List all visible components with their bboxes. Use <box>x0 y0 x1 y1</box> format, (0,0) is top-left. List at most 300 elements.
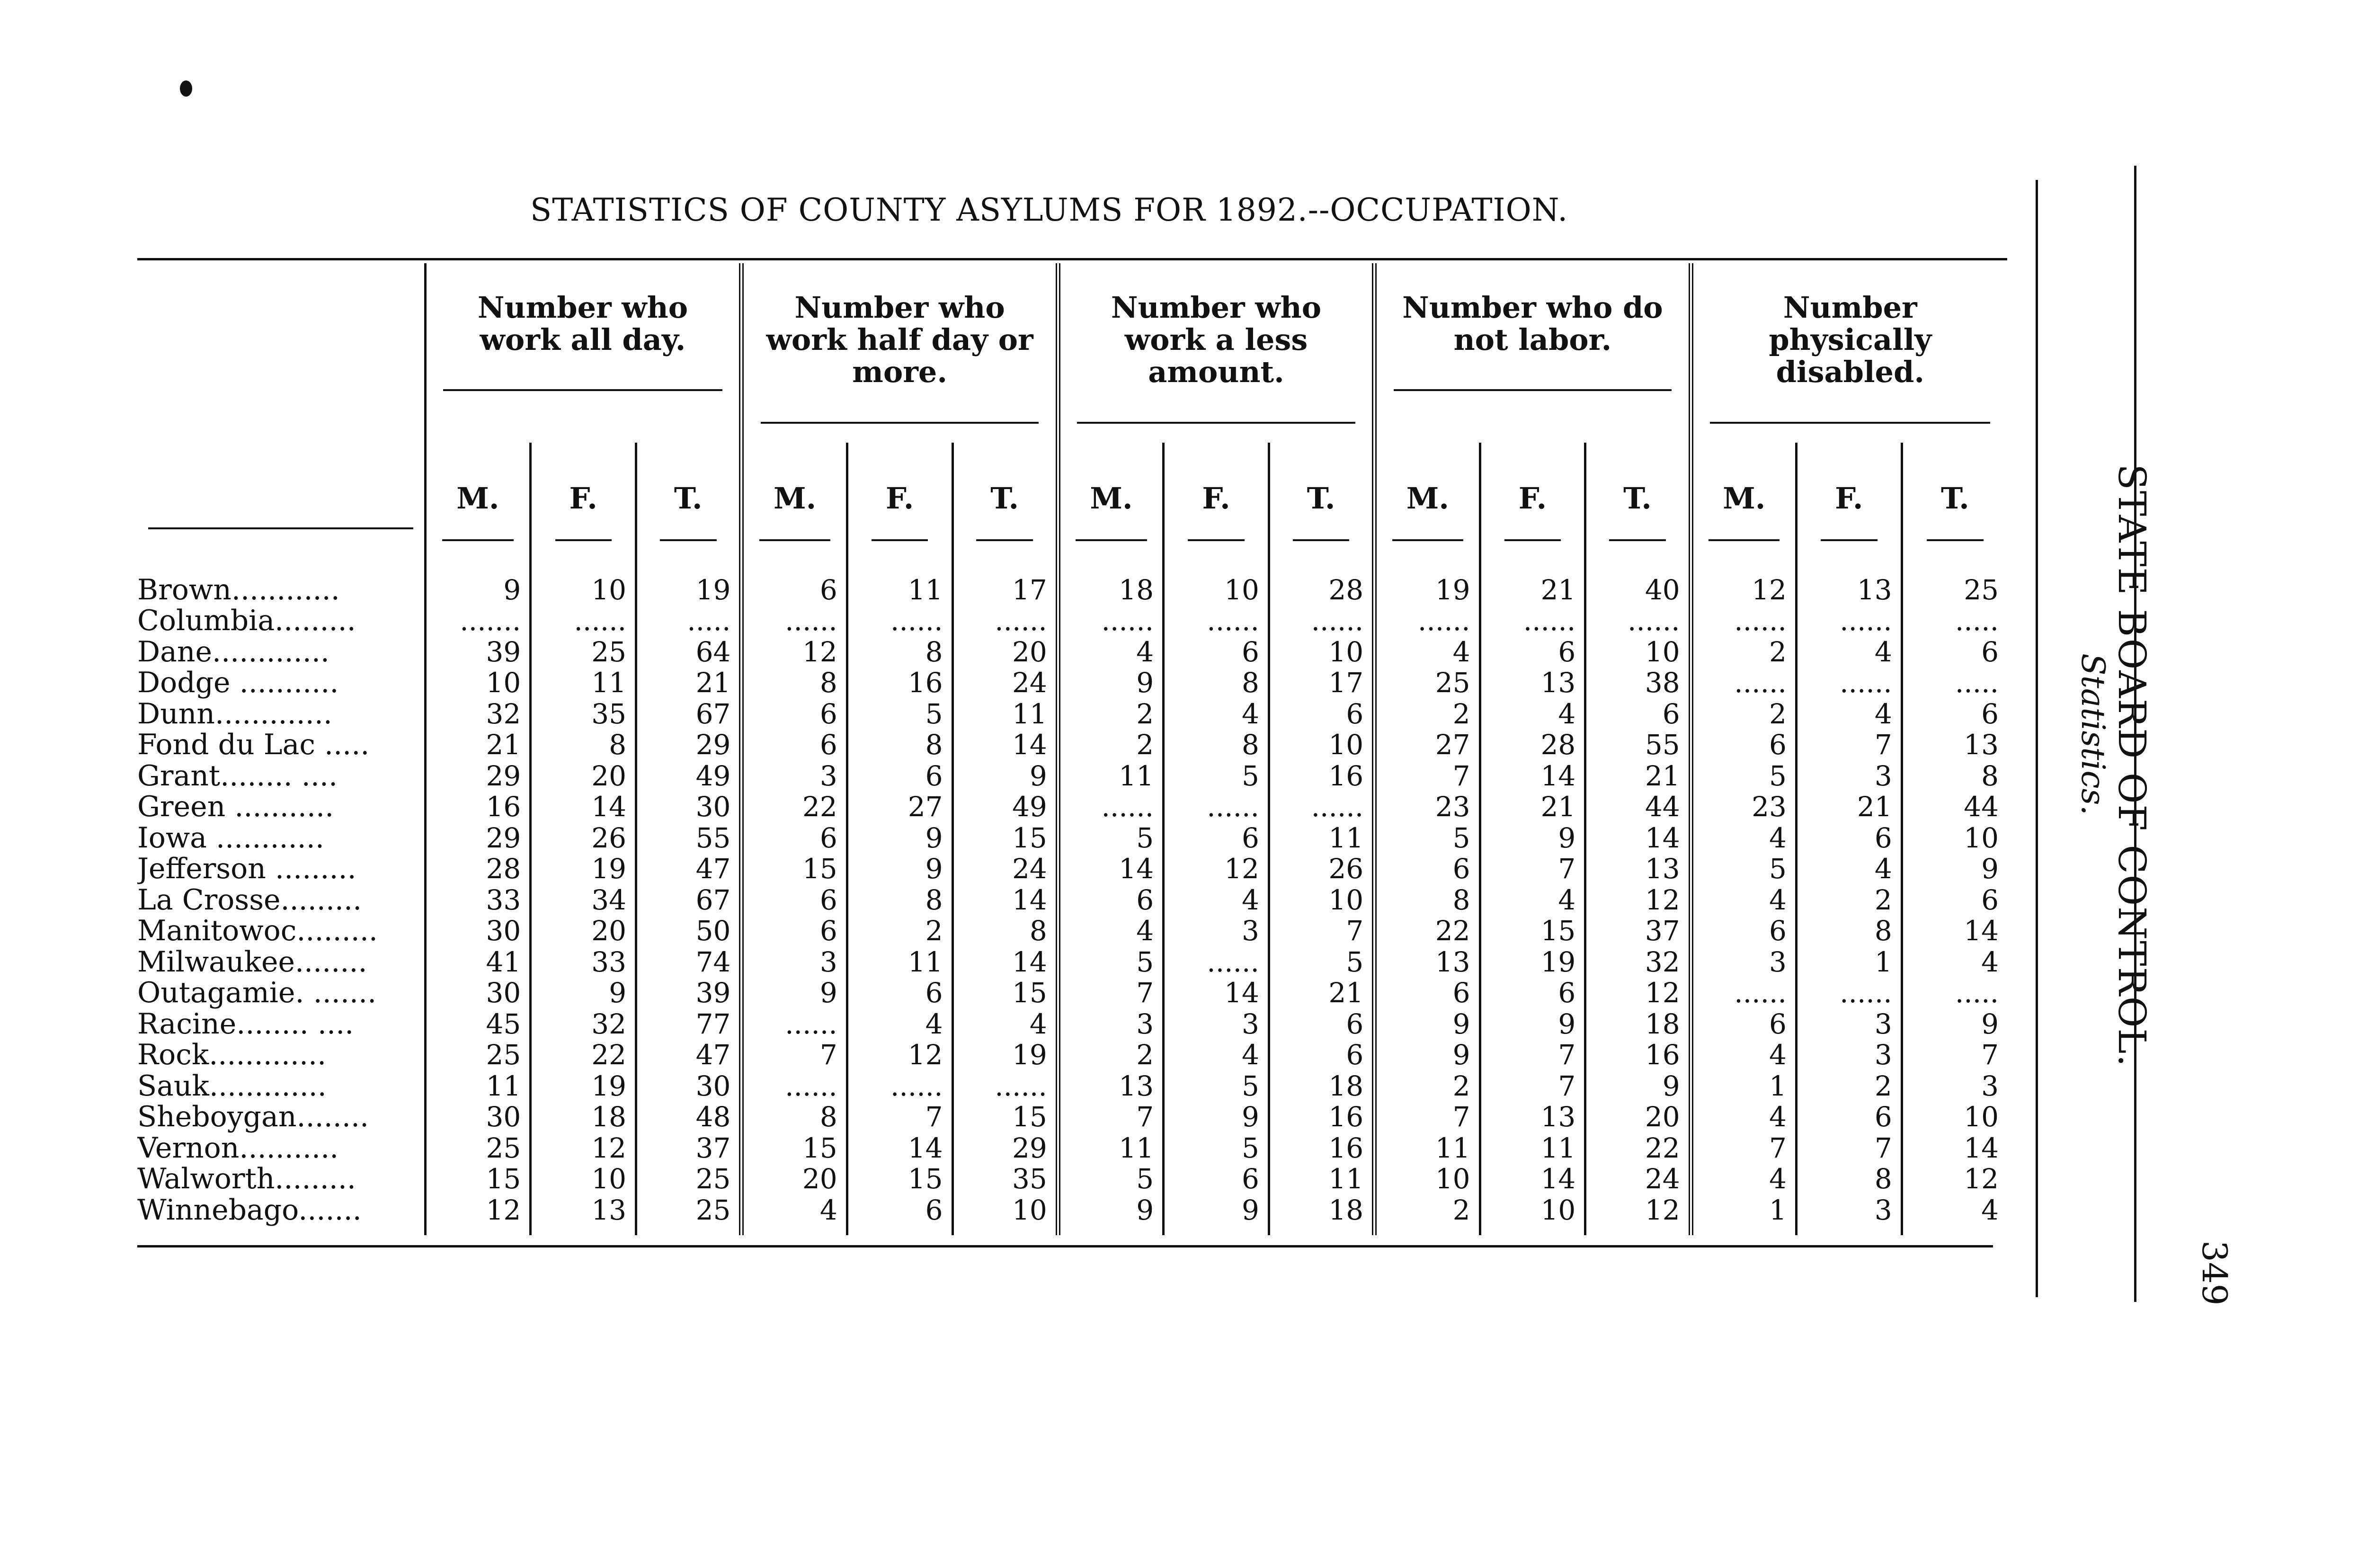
cell-value: 14 <box>952 730 1058 761</box>
county-name: Dodge ........... <box>137 668 339 699</box>
cell-value: 18 <box>531 1102 636 1133</box>
cell-value: 7 <box>1374 1102 1480 1133</box>
cell-value: 19 <box>1374 542 1480 606</box>
cell-value: 9 <box>531 978 636 1009</box>
cell-value: ...... <box>1796 978 1902 1009</box>
cell-value: 6 <box>1480 637 1585 668</box>
cell-value: 9 <box>741 978 847 1009</box>
cell-value: ...... <box>1058 792 1164 823</box>
cell-value: 11 <box>1269 823 1374 854</box>
county-name: Winnebago....... <box>137 1194 362 1227</box>
cell-value: ..... <box>636 606 742 637</box>
cell-value: 38 <box>1585 668 1691 699</box>
table-row <box>137 1133 2007 1164</box>
cell-value: 35 <box>531 699 636 730</box>
page-number: 349 <box>2195 1240 2234 1306</box>
cell-value: 30 <box>636 1071 742 1102</box>
county-name: Jefferson ......... <box>137 854 356 885</box>
cell-value: ...... <box>1480 606 1585 637</box>
cell-value: 15 <box>952 1102 1058 1133</box>
table-row <box>137 1071 2007 1102</box>
cell-value: 67 <box>636 885 742 916</box>
table-row <box>137 885 2007 916</box>
cell-value: 2 <box>1796 885 1902 916</box>
group-header-physically-disabled: Number physically disabled. <box>1691 263 2007 443</box>
cell-value: 4 <box>952 1009 1058 1040</box>
cell-value: 30 <box>636 792 742 823</box>
cell-value: 11 <box>847 947 952 978</box>
cell-value: 20 <box>741 1164 847 1195</box>
cell-value: 9 <box>1374 1009 1480 1040</box>
cell-value: 1 <box>1796 947 1902 978</box>
cell-value: ..... <box>1902 606 2007 637</box>
cell-value: 18 <box>1585 1009 1691 1040</box>
cell-value: 13 <box>1480 1102 1585 1133</box>
cell-value: 9 <box>1164 1102 1269 1133</box>
cell-value: 25 <box>425 1040 531 1071</box>
cell-value: 39 <box>425 637 531 668</box>
cell-value: 6 <box>741 916 847 947</box>
cell-value: 5 <box>1691 854 1797 885</box>
group-header-all-day: Number who work all day. <box>425 263 741 443</box>
cell-value: 4 <box>1796 699 1902 730</box>
cell-value: 24 <box>952 668 1058 699</box>
cell-value: 25 <box>1374 668 1480 699</box>
cell-value: 35 <box>952 1164 1058 1195</box>
cell-value: 6 <box>1902 699 2007 730</box>
table-row <box>137 761 2007 792</box>
cell-value: 19 <box>952 1040 1058 1071</box>
cell-value: 48 <box>636 1102 742 1133</box>
cell-value: 2 <box>1374 1071 1480 1102</box>
cell-value: 5 <box>1374 823 1480 854</box>
cell-value: 19 <box>531 854 636 885</box>
subheader-total: T. <box>636 443 742 542</box>
subheader-male: M. <box>741 443 847 542</box>
cell-value: 6 <box>1902 637 2007 668</box>
cell-value: 7 <box>1058 978 1164 1009</box>
subheader-male: M. <box>425 443 531 542</box>
cell-value: 67 <box>636 699 742 730</box>
cell-value: 4 <box>1164 699 1269 730</box>
cell-value: 64 <box>636 637 742 668</box>
cell-value: 15 <box>741 854 847 885</box>
cell-value: 4 <box>1691 823 1797 854</box>
cell-value: 10 <box>1164 542 1269 606</box>
cell-value: 4 <box>1691 1164 1797 1195</box>
cell-value: 4 <box>847 1009 952 1040</box>
cell-value: 22 <box>531 1040 636 1071</box>
cell-value: 11 <box>531 668 636 699</box>
cell-value: 13 <box>1058 1071 1164 1102</box>
cell-value: 10 <box>1585 637 1691 668</box>
cell-value: 27 <box>847 792 952 823</box>
cell-value: 33 <box>531 947 636 978</box>
cell-value: 11 <box>952 699 1058 730</box>
cell-value: 14 <box>1585 823 1691 854</box>
cell-value: 7 <box>1269 916 1374 947</box>
cell-value: ...... <box>741 1009 847 1040</box>
cell-value: 2 <box>1796 1071 1902 1102</box>
cell-value: 3 <box>1058 1009 1164 1040</box>
cell-value: 30 <box>425 978 531 1009</box>
cell-value: 8 <box>847 637 952 668</box>
cell-value: ...... <box>1585 606 1691 637</box>
cell-value: 13 <box>1585 854 1691 885</box>
county-name: Fond du Lac ..... <box>137 730 370 761</box>
cell-value: ...... <box>847 606 952 637</box>
cell-value: 6 <box>1902 885 2007 916</box>
cell-value: 3 <box>1796 761 1902 792</box>
cell-value: 27 <box>1374 730 1480 761</box>
county-name: Dane............. <box>137 636 329 668</box>
cell-value: 9 <box>952 761 1058 792</box>
cell-value: 24 <box>1585 1164 1691 1195</box>
cell-value: 10 <box>425 668 531 699</box>
subheader-female: F. <box>531 443 636 542</box>
cell-value: 12 <box>741 637 847 668</box>
cell-value: 16 <box>1269 1102 1374 1133</box>
cell-value: 14 <box>1058 854 1164 885</box>
cell-value: 22 <box>1374 916 1480 947</box>
cell-value: 6 <box>741 542 847 606</box>
cell-value: ...... <box>1164 947 1269 978</box>
cell-value: 7 <box>1058 1102 1164 1133</box>
cell-value: 10 <box>952 1195 1058 1236</box>
cell-value: 5 <box>1164 1071 1269 1102</box>
cell-value: 8 <box>847 885 952 916</box>
cell-value: ...... <box>1269 792 1374 823</box>
cell-value: 12 <box>1585 1195 1691 1236</box>
cell-value: 1 <box>1691 1195 1797 1236</box>
cell-value: 15 <box>741 1133 847 1164</box>
county-name: La Crosse......... <box>137 884 362 916</box>
cell-value: 6 <box>741 823 847 854</box>
cell-value: 29 <box>636 730 742 761</box>
cell-value: 3 <box>1796 1195 1902 1236</box>
cell-value: 8 <box>1796 916 1902 947</box>
cell-value: 6 <box>1691 1009 1797 1040</box>
cell-value: 11 <box>1058 1133 1164 1164</box>
subheader-total: T. <box>1902 443 2007 542</box>
cell-value: 10 <box>1269 885 1374 916</box>
cell-value: 11 <box>425 1071 531 1102</box>
cell-value: 11 <box>1374 1133 1480 1164</box>
cell-value: 8 <box>952 916 1058 947</box>
group-header-row <box>137 263 2007 443</box>
cell-value: 14 <box>1164 978 1269 1009</box>
cell-value: 19 <box>531 1071 636 1102</box>
cell-value: 18 <box>1269 1195 1374 1236</box>
top-rule <box>137 258 2007 260</box>
cell-value: 21 <box>1269 978 1374 1009</box>
cell-value: 9 <box>1058 1195 1164 1236</box>
cell-value: 4 <box>1796 637 1902 668</box>
table-row <box>137 637 2007 668</box>
cell-value: 34 <box>531 885 636 916</box>
cell-value: 5 <box>1269 947 1374 978</box>
cell-value: 6 <box>1269 1009 1374 1040</box>
subheader-male: M. <box>1374 443 1480 542</box>
cell-value: 23 <box>1691 792 1797 823</box>
cell-value: 6 <box>1796 823 1902 854</box>
cell-value: 11 <box>1269 1164 1374 1195</box>
cell-value: 7 <box>1796 730 1902 761</box>
cell-value: 24 <box>952 854 1058 885</box>
table-row <box>137 947 2007 978</box>
cell-value: 74 <box>636 947 742 978</box>
county-name: Sheboygan........ <box>137 1102 369 1133</box>
cell-value: 2 <box>1374 1195 1480 1236</box>
cell-value: 20 <box>531 916 636 947</box>
cell-value: 6 <box>1164 1164 1269 1195</box>
cell-value: 22 <box>1585 1133 1691 1164</box>
cell-value: 29 <box>425 823 531 854</box>
cell-value: 8 <box>1374 885 1480 916</box>
county-subheader <box>137 443 425 542</box>
cell-value: 23 <box>1374 792 1480 823</box>
table-row <box>137 823 2007 854</box>
cell-value: 6 <box>1480 978 1585 1009</box>
county-header-blank <box>137 263 425 443</box>
cell-value: 12 <box>425 1195 531 1236</box>
cell-value: 7 <box>1796 1133 1902 1164</box>
table-row <box>137 1195 2007 1236</box>
cell-value: 3 <box>1902 1071 2007 1102</box>
table-row <box>137 792 2007 823</box>
cell-value: 4 <box>741 1195 847 1236</box>
cell-value: 12 <box>1902 1164 2007 1195</box>
cell-value: ...... <box>1164 792 1269 823</box>
cell-value: 7 <box>1691 1133 1797 1164</box>
table-row <box>137 916 2007 947</box>
cell-value: 4 <box>1902 1195 2007 1236</box>
cell-value: 12 <box>1585 885 1691 916</box>
table-row <box>137 1164 2007 1195</box>
cell-value: 6 <box>1269 1040 1374 1071</box>
cell-value: 5 <box>1058 1164 1164 1195</box>
cell-value: 15 <box>1480 916 1585 947</box>
cell-value: 8 <box>741 668 847 699</box>
cell-value: 26 <box>1269 854 1374 885</box>
cell-value: 11 <box>1058 761 1164 792</box>
cell-value: 14 <box>1480 1164 1585 1195</box>
cell-value: 8 <box>847 730 952 761</box>
county-name: Outagamie. ....... <box>137 978 377 1009</box>
cell-value: 8 <box>1164 730 1269 761</box>
cell-value: 10 <box>1269 637 1374 668</box>
cell-value: 5 <box>847 699 952 730</box>
cell-value: 2 <box>1691 637 1797 668</box>
cell-value: 5 <box>1164 761 1269 792</box>
cell-value: ...... <box>1058 606 1164 637</box>
cell-value: 14 <box>847 1133 952 1164</box>
cell-value: 4 <box>1480 885 1585 916</box>
cell-value: 6 <box>1374 854 1480 885</box>
cell-value: 10 <box>531 542 636 606</box>
sub-header-row <box>137 443 2007 542</box>
cell-value: 8 <box>1164 668 1269 699</box>
cell-value: 25 <box>531 637 636 668</box>
subheader-total: T. <box>1585 443 1691 542</box>
cell-value: ...... <box>1691 668 1797 699</box>
cell-value: ...... <box>1269 606 1374 637</box>
cell-value: 6 <box>847 761 952 792</box>
group-header-less-amount: Number who work a less amount. <box>1058 263 1374 443</box>
cell-value: 9 <box>1058 668 1164 699</box>
cell-value: 10 <box>1902 1102 2007 1133</box>
cell-value: 6 <box>741 699 847 730</box>
cell-value: 1 <box>1691 1071 1797 1102</box>
cell-value: 6 <box>1796 1102 1902 1133</box>
subheader-female: F. <box>1796 443 1902 542</box>
cell-value: ..... <box>1902 978 2007 1009</box>
cell-value: 7 <box>741 1040 847 1071</box>
county-name: Sauk............. <box>137 1070 327 1102</box>
cell-value: 9 <box>847 823 952 854</box>
county-name: Grant........ .... <box>137 760 338 792</box>
cell-value: 25 <box>636 1195 742 1236</box>
cell-value: 17 <box>1269 668 1374 699</box>
cell-value: 7 <box>1374 761 1480 792</box>
cell-value: 32 <box>531 1009 636 1040</box>
cell-value: 4 <box>1691 1102 1797 1133</box>
county-name: Vernon........... <box>137 1132 339 1164</box>
cell-value: 16 <box>425 792 531 823</box>
cell-value: ...... <box>531 606 636 637</box>
cell-value: 6 <box>741 730 847 761</box>
cell-value: 16 <box>1585 1040 1691 1071</box>
cell-value: 2 <box>1374 699 1480 730</box>
occupation-table <box>137 263 2007 1235</box>
cell-value: 15 <box>425 1164 531 1195</box>
county-name: Brown............ <box>137 573 340 606</box>
page-title: STATISTICS OF COUNTY ASYLUMS FOR 1892.--OCCUPATION. <box>530 192 1568 228</box>
county-name: Dunn............. <box>137 698 332 730</box>
cell-value: 13 <box>1374 947 1480 978</box>
cell-value: 17 <box>952 542 1058 606</box>
cell-value: 3 <box>1164 1009 1269 1040</box>
subheader-total: T. <box>952 443 1058 542</box>
cell-value: 6 <box>1269 699 1374 730</box>
subheader-male: M. <box>1058 443 1164 542</box>
cell-value: 18 <box>1058 542 1164 606</box>
cell-value: 37 <box>636 1133 742 1164</box>
cell-value: 2 <box>1058 730 1164 761</box>
cell-value: 21 <box>1796 792 1902 823</box>
cell-value: 19 <box>1480 947 1585 978</box>
cell-value: 6 <box>847 978 952 1009</box>
cell-value: 9 <box>1585 1071 1691 1102</box>
cell-value: ...... <box>741 1071 847 1102</box>
cell-value: 3 <box>741 947 847 978</box>
cell-value: 30 <box>425 1102 531 1133</box>
table-row <box>137 606 2007 637</box>
cell-value: 21 <box>1480 792 1585 823</box>
cell-value: 16 <box>1269 1133 1374 1164</box>
county-name: Columbia......... <box>137 606 356 637</box>
cell-value: 5 <box>1691 761 1797 792</box>
cell-value: ...... <box>1164 606 1269 637</box>
cell-value: 16 <box>847 668 952 699</box>
cell-value: 4 <box>1058 637 1164 668</box>
cell-value: 39 <box>636 978 742 1009</box>
cell-value: 10 <box>1902 823 2007 854</box>
cell-value: 3 <box>1691 947 1797 978</box>
cell-value: 2 <box>1058 1040 1164 1071</box>
cell-value: 12 <box>1691 542 1797 606</box>
cell-value: 28 <box>1480 730 1585 761</box>
cell-value: 5 <box>1058 947 1164 978</box>
ink-dot <box>180 80 192 97</box>
cell-value: 15 <box>952 978 1058 1009</box>
cell-value: 14 <box>1902 1133 2007 1164</box>
section-label: Statistics. <box>2074 653 2111 816</box>
cell-value: ...... <box>741 606 847 637</box>
cell-value: ...... <box>1374 606 1480 637</box>
cell-value: 20 <box>531 761 636 792</box>
cell-value: ..... <box>1902 668 2007 699</box>
cell-value: 14 <box>952 885 1058 916</box>
cell-value: 6 <box>1374 978 1480 1009</box>
cell-value: 19 <box>636 542 742 606</box>
county-name: Milwaukee........ <box>137 946 367 978</box>
cell-value: 6 <box>1585 699 1691 730</box>
cell-value: 2 <box>1691 699 1797 730</box>
bottom-rule <box>137 1245 1993 1247</box>
cell-value: 10 <box>1480 1195 1585 1236</box>
group-header-do-not-labor: Number who do not labor. <box>1374 263 1691 443</box>
cell-value: 5 <box>1164 1133 1269 1164</box>
cell-value: 12 <box>847 1040 952 1071</box>
table-row <box>137 1102 2007 1133</box>
right-margin-rule <box>2036 180 2038 1297</box>
cell-value: 12 <box>531 1133 636 1164</box>
county-name: Green ........... <box>137 792 334 823</box>
cell-value: 9 <box>847 854 952 885</box>
cell-value: 3 <box>1796 1009 1902 1040</box>
cell-value: 25 <box>1902 542 2007 606</box>
cell-value: 10 <box>1269 730 1374 761</box>
cell-value: 21 <box>1480 542 1585 606</box>
cell-value: 21 <box>425 730 531 761</box>
cell-value: 7 <box>1480 1040 1585 1071</box>
cell-value: 4 <box>1164 1040 1269 1071</box>
cell-value: 21 <box>1585 761 1691 792</box>
cell-value: 11 <box>847 542 952 606</box>
cell-value: 3 <box>741 761 847 792</box>
cell-value: 14 <box>952 947 1058 978</box>
cell-value: 21 <box>636 668 742 699</box>
cell-value: 15 <box>952 823 1058 854</box>
cell-value: 50 <box>636 916 742 947</box>
cell-value: 55 <box>636 823 742 854</box>
county-name: Iowa ............ <box>137 822 324 854</box>
cell-value: 32 <box>425 699 531 730</box>
cell-value: 22 <box>741 792 847 823</box>
cell-value: 14 <box>531 792 636 823</box>
cell-value: 3 <box>1796 1040 1902 1071</box>
cell-value: 29 <box>425 761 531 792</box>
cell-value: 15 <box>847 1164 952 1195</box>
cell-value: 12 <box>1585 978 1691 1009</box>
cell-value: 6 <box>1164 637 1269 668</box>
cell-value: 7 <box>1480 1071 1585 1102</box>
cell-value: 3 <box>1164 916 1269 947</box>
cell-value: 10 <box>531 1164 636 1195</box>
cell-value: 6 <box>1058 885 1164 916</box>
cell-value: 30 <box>425 916 531 947</box>
